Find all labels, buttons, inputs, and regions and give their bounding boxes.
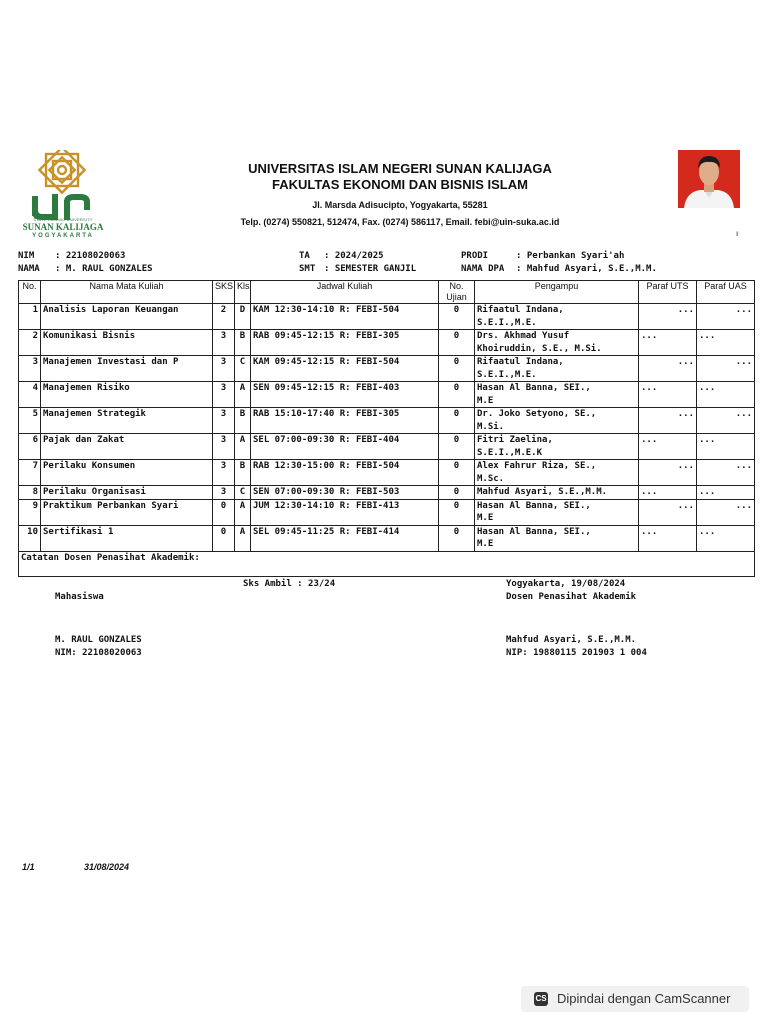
row-no: 3 — [19, 356, 41, 382]
table-row — [19, 434, 755, 460]
row-paraf-uts: ... — [639, 486, 697, 500]
row-paraf-uas: ... — [697, 460, 755, 486]
table-row — [19, 356, 755, 382]
smt-label: SMT — [299, 264, 316, 274]
contact-line: Telp. (0274) 550821, 512474, Fax. (0274) 586117, Email. febi@uin-suka.ac.id — [240, 217, 560, 227]
row-schedule: JUM 12:30-14:10 R: FEBI-413 — [251, 499, 439, 525]
row-lecturer-line1: Alex Fahrur Riza, SE., — [477, 461, 597, 471]
place-date: Yogyakarta, 19/08/2024 — [506, 579, 626, 589]
row-kls: C — [235, 486, 251, 500]
row-exam-no: 0 — [439, 460, 475, 486]
row-schedule: RAB 15:10-17:40 R: FEBI-305 — [251, 408, 439, 434]
row-lecturer — [475, 304, 639, 330]
advisor-role: Dosen Penasihat Akademik — [506, 592, 637, 602]
row-lecturer-line2: M.E — [477, 539, 494, 549]
row-course-name: Sertifikasi 1 — [41, 525, 213, 551]
table-row — [19, 486, 755, 500]
row-paraf-uas: ... — [697, 408, 755, 434]
header-no: No. — [19, 281, 41, 304]
row-sks: 0 — [213, 525, 235, 551]
row-course-name: Perilaku Organisasi — [41, 486, 213, 500]
header-paraf-uas: Paraf UAS — [697, 281, 755, 304]
row-lecturer — [475, 434, 639, 460]
row-paraf-uas: ... — [697, 525, 755, 551]
nim-value: : 22108020063 — [55, 251, 126, 261]
table-row — [19, 330, 755, 356]
row-sks: 3 — [213, 356, 235, 382]
row-paraf-uts: ... — [639, 525, 697, 551]
row-lecturer — [475, 330, 639, 356]
row-paraf-uts: ... — [639, 434, 697, 460]
row-lecturer-line1: Drs. Akhmad Yusuf — [477, 331, 570, 341]
row-lecturer-line2: S.E.I.,M.E.K — [477, 447, 543, 458]
header-exam-no-line1: No. — [449, 281, 464, 291]
table-row — [19, 304, 755, 330]
header-course-name: Nama Mata Kuliah — [41, 281, 213, 304]
row-kls: B — [235, 330, 251, 356]
row-kls: A — [235, 382, 251, 408]
row-lecturer-line2: S.E.I.,M.E. — [477, 369, 537, 380]
row-lecturer-line2: Khoiruddin, S.E., M.Si. — [477, 343, 602, 354]
camscanner-watermark — [521, 986, 749, 1012]
row-kls: B — [235, 408, 251, 434]
row-lecturer-line1: Rifaatul Indana, — [477, 305, 564, 315]
advisor-note-row — [19, 551, 755, 576]
row-course-name: Komunikasi Bisnis — [41, 330, 213, 356]
nama-value: : M. RAUL GONZALES — [55, 264, 153, 274]
row-no: 4 — [19, 382, 41, 408]
row-kls: A — [235, 434, 251, 460]
dpa-label: NAMA DPA — [461, 264, 505, 274]
row-lecturer — [475, 460, 639, 486]
row-course-name: Manajemen Risiko — [41, 382, 213, 408]
row-course-name: Perilaku Konsumen — [41, 460, 213, 486]
row-course-name: Manajemen Strategik — [41, 408, 213, 434]
header-lecturer: Pengampu — [475, 281, 639, 304]
row-lecturer-line2: M.E — [477, 395, 494, 406]
header-kls: Kls — [235, 281, 251, 304]
row-kls: B — [235, 460, 251, 486]
course-table — [18, 280, 755, 577]
row-kls: A — [235, 499, 251, 525]
row-paraf-uas: ... — [697, 382, 755, 408]
row-sks: 3 — [213, 382, 235, 408]
row-sks: 3 — [213, 330, 235, 356]
row-lecturer-line1: Hasan Al Banna, SEI., — [477, 383, 591, 393]
row-lecturer-line2: S.E.I.,M.E. — [477, 317, 537, 328]
row-lecturer — [475, 356, 639, 382]
faculty-name: FAKULTAS EKONOMI DAN BISNIS ISLAM — [272, 177, 528, 192]
table-header-row — [19, 281, 755, 304]
header-exam-no-line2: Ujian — [446, 292, 467, 302]
row-no: 5 — [19, 408, 41, 434]
row-lecturer-line2: M.Sc. — [477, 473, 505, 484]
row-kls: A — [235, 525, 251, 551]
header-schedule: Jadwal Kuliah — [251, 281, 439, 304]
row-no: 2 — [19, 330, 41, 356]
row-lecturer-line1: Rifaatul Indana, — [477, 357, 564, 367]
header-exam-no — [439, 281, 475, 304]
row-exam-no: 0 — [439, 330, 475, 356]
table-row — [19, 499, 755, 525]
row-paraf-uas: ... — [697, 304, 755, 330]
table-row — [19, 408, 755, 434]
row-lecturer-line2: M.Si. — [477, 421, 505, 432]
student-nim: NIM: 22108020063 — [55, 648, 142, 658]
row-schedule: SEN 07:00-09:30 R: FEBI-503 — [251, 486, 439, 500]
corner-mark: ı — [736, 229, 739, 238]
table-row — [19, 382, 755, 408]
row-no: 1 — [19, 304, 41, 330]
page-number: 1/1 — [22, 862, 35, 872]
logo-caption-line3: YOGYAKARTA — [32, 233, 94, 239]
row-lecturer — [475, 408, 639, 434]
advisor-note: Catatan Dosen Penasihat Akademik: — [19, 551, 755, 576]
row-sks: 2 — [213, 304, 235, 330]
row-no: 8 — [19, 486, 41, 500]
address: Jl. Marsda Adisucipto, Yogyakarta, 55281 — [312, 200, 488, 210]
row-exam-no: 0 — [439, 499, 475, 525]
logo-caption-line2: SUNAN KALIJAGA — [22, 222, 104, 232]
logo-caption — [18, 218, 108, 239]
row-exam-no: 0 — [439, 525, 475, 551]
row-paraf-uas: ... — [697, 356, 755, 382]
row-sks: 0 — [213, 499, 235, 525]
row-paraf-uas: ... — [697, 499, 755, 525]
row-exam-no: 0 — [439, 382, 475, 408]
row-lecturer-line1: Hasan Al Banna, SEI., — [477, 526, 591, 537]
row-lecturer-line1: Hasan Al Banna, SEI., — [477, 500, 591, 511]
row-lecturer — [475, 525, 639, 551]
table-row — [19, 460, 755, 486]
row-schedule: SEL 07:00-09:30 R: FEBI-404 — [251, 434, 439, 460]
row-kls: C — [235, 356, 251, 382]
row-kls: D — [235, 304, 251, 330]
ta-label: TA — [299, 251, 310, 261]
row-paraf-uts: ... — [639, 460, 697, 486]
row-schedule: KAM 09:45-12:15 R: FEBI-504 — [251, 356, 439, 382]
row-paraf-uts: ... — [639, 408, 697, 434]
smt-value: : SEMESTER GANJIL — [324, 264, 417, 274]
row-schedule: RAB 09:45-12:15 R: FEBI-305 — [251, 330, 439, 356]
row-exam-no: 0 — [439, 434, 475, 460]
row-schedule: RAB 12:30-15:00 R: FEBI-504 — [251, 460, 439, 486]
ta-value: : 2024/2025 — [324, 251, 384, 261]
row-schedule: SEN 09:45-12:15 R: FEBI-403 — [251, 382, 439, 408]
header-paraf-uts: Paraf UTS — [639, 281, 697, 304]
prodi-value: : Perbankan Syari'ah — [516, 251, 625, 261]
row-paraf-uts: ... — [639, 499, 697, 525]
row-schedule: SEL 09:45-11:25 R: FEBI-414 — [251, 525, 439, 551]
prodi-label: PRODI — [461, 251, 489, 261]
row-schedule: KAM 12:30-14:10 R: FEBI-504 — [251, 304, 439, 330]
row-paraf-uas: ... — [697, 434, 755, 460]
row-exam-no: 0 — [439, 486, 475, 500]
row-course-name: Pajak dan Zakat — [41, 434, 213, 460]
student-role: Mahasiswa — [55, 592, 104, 602]
row-exam-no: 0 — [439, 408, 475, 434]
print-date: 31/08/2024 — [84, 862, 130, 872]
row-sks: 3 — [213, 434, 235, 460]
nama-label: NAMA — [18, 264, 40, 274]
camscanner-text: Dipindai dengan CamScanner — [557, 991, 731, 1006]
row-course-name: Manajemen Investasi dan P — [41, 356, 213, 382]
header-sks: SKS — [213, 281, 235, 304]
student-name: M. RAUL GONZALES — [55, 635, 142, 645]
row-paraf-uts: ... — [639, 356, 697, 382]
row-no: 6 — [19, 434, 41, 460]
row-paraf-uts: ... — [639, 304, 697, 330]
row-paraf-uas: ... — [697, 330, 755, 356]
row-course-name: Praktikum Perbankan Syari — [41, 499, 213, 525]
logo-caption-line1: STATE ISLAMIC UNIVERSITY — [33, 217, 93, 222]
row-course-name: Analisis Laporan Keuangan — [41, 304, 213, 330]
camscanner-icon: CS — [534, 992, 548, 1006]
row-no: 7 — [19, 460, 41, 486]
row-no: 9 — [19, 499, 41, 525]
row-sks: 3 — [213, 408, 235, 434]
sks-total: Sks Ambil : 23/24 — [243, 579, 336, 589]
row-paraf-uas: ... — [697, 486, 755, 500]
advisor-nip: NIP: 19880115 201903 1 004 — [506, 648, 647, 658]
nim-label: NIM — [18, 251, 35, 261]
row-sks: 3 — [213, 486, 235, 500]
row-lecturer-line2: M.E — [477, 513, 494, 523]
row-paraf-uts: ... — [639, 382, 697, 408]
advisor-name: Mahfud Asyari, S.E.,M.M. — [506, 635, 637, 645]
row-exam-no: 0 — [439, 304, 475, 330]
student-photo — [678, 150, 740, 208]
row-paraf-uts: ... — [639, 330, 697, 356]
row-lecturer-line1: Dr. Joko Setyono, SE., — [477, 409, 597, 419]
table-row — [19, 525, 755, 551]
row-lecturer: Mahfud Asyari, S.E.,M.M. — [475, 486, 639, 500]
row-lecturer — [475, 499, 639, 525]
row-lecturer — [475, 382, 639, 408]
row-no: 10 — [19, 525, 41, 551]
row-sks: 3 — [213, 460, 235, 486]
row-lecturer-line1: Fitri Zaelina, — [477, 435, 553, 445]
dpa-value: : Mahfud Asyari, S.E.,M.M. — [516, 264, 657, 274]
row-exam-no: 0 — [439, 356, 475, 382]
university-name: UNIVERSITAS ISLAM NEGERI SUNAN KALIJAGA — [248, 161, 552, 176]
